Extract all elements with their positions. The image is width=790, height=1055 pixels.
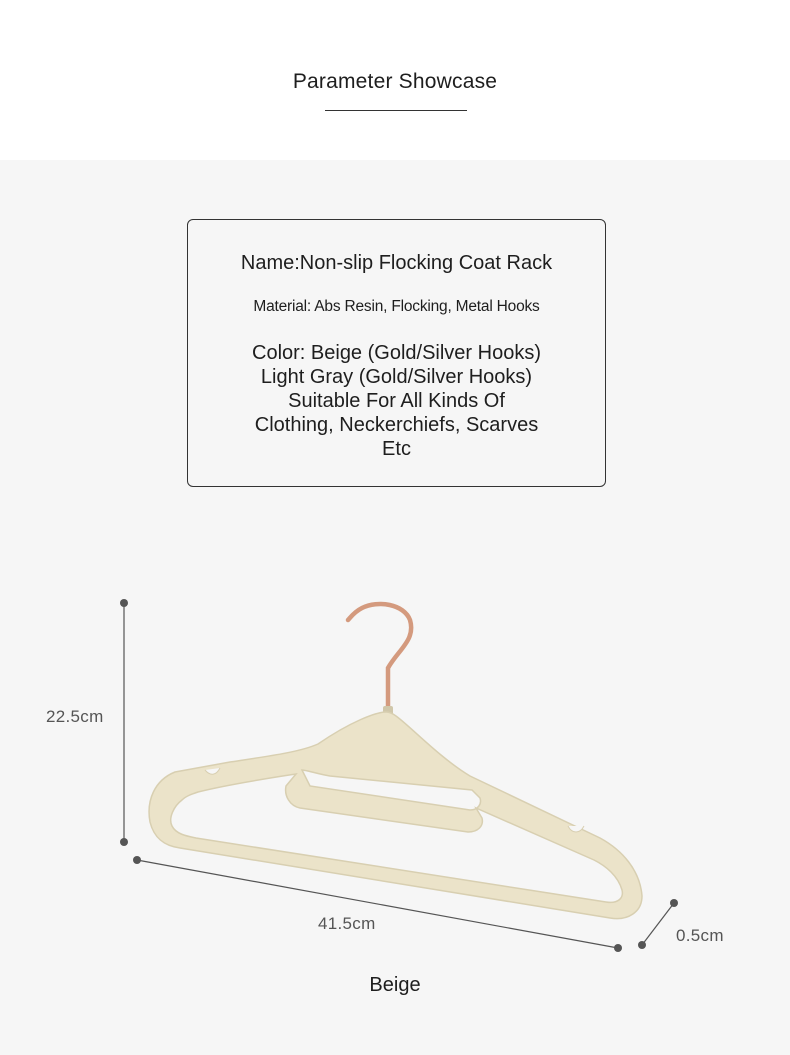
spec-name: Name:Non-slip Flocking Coat Rack (240, 252, 553, 274)
width-label: 41.5cm (318, 914, 376, 933)
hanger-illustration (0, 580, 790, 980)
hanger-body (149, 712, 642, 919)
spec-color-line: Clothing, Neckerchiefs, Scarves (254, 414, 539, 436)
spec-color (188, 341, 605, 461)
thickness-dimension-line (638, 899, 678, 949)
spec-box (187, 219, 606, 487)
page-title: Parameter Showcase (292, 70, 498, 93)
height-dimension-line (120, 599, 128, 846)
title-underline (325, 110, 467, 111)
header (0, 0, 790, 160)
spec-color-line: Suitable For All Kinds Of (288, 390, 505, 412)
spec-color-line: Color: Beige (Gold/Silver Hooks) (252, 342, 541, 364)
height-label: 22.5cm (46, 707, 104, 726)
color-caption: Beige (369, 974, 421, 996)
spec-color-line: Light Gray (Gold/Silver Hooks) (260, 366, 533, 388)
thickness-label: 0.5cm (676, 926, 724, 945)
spec-color-line: Etc (382, 438, 411, 460)
hook-icon (348, 604, 411, 722)
spec-material: Material: Abs Resin, Flocking, Metal Hooks (253, 298, 540, 315)
